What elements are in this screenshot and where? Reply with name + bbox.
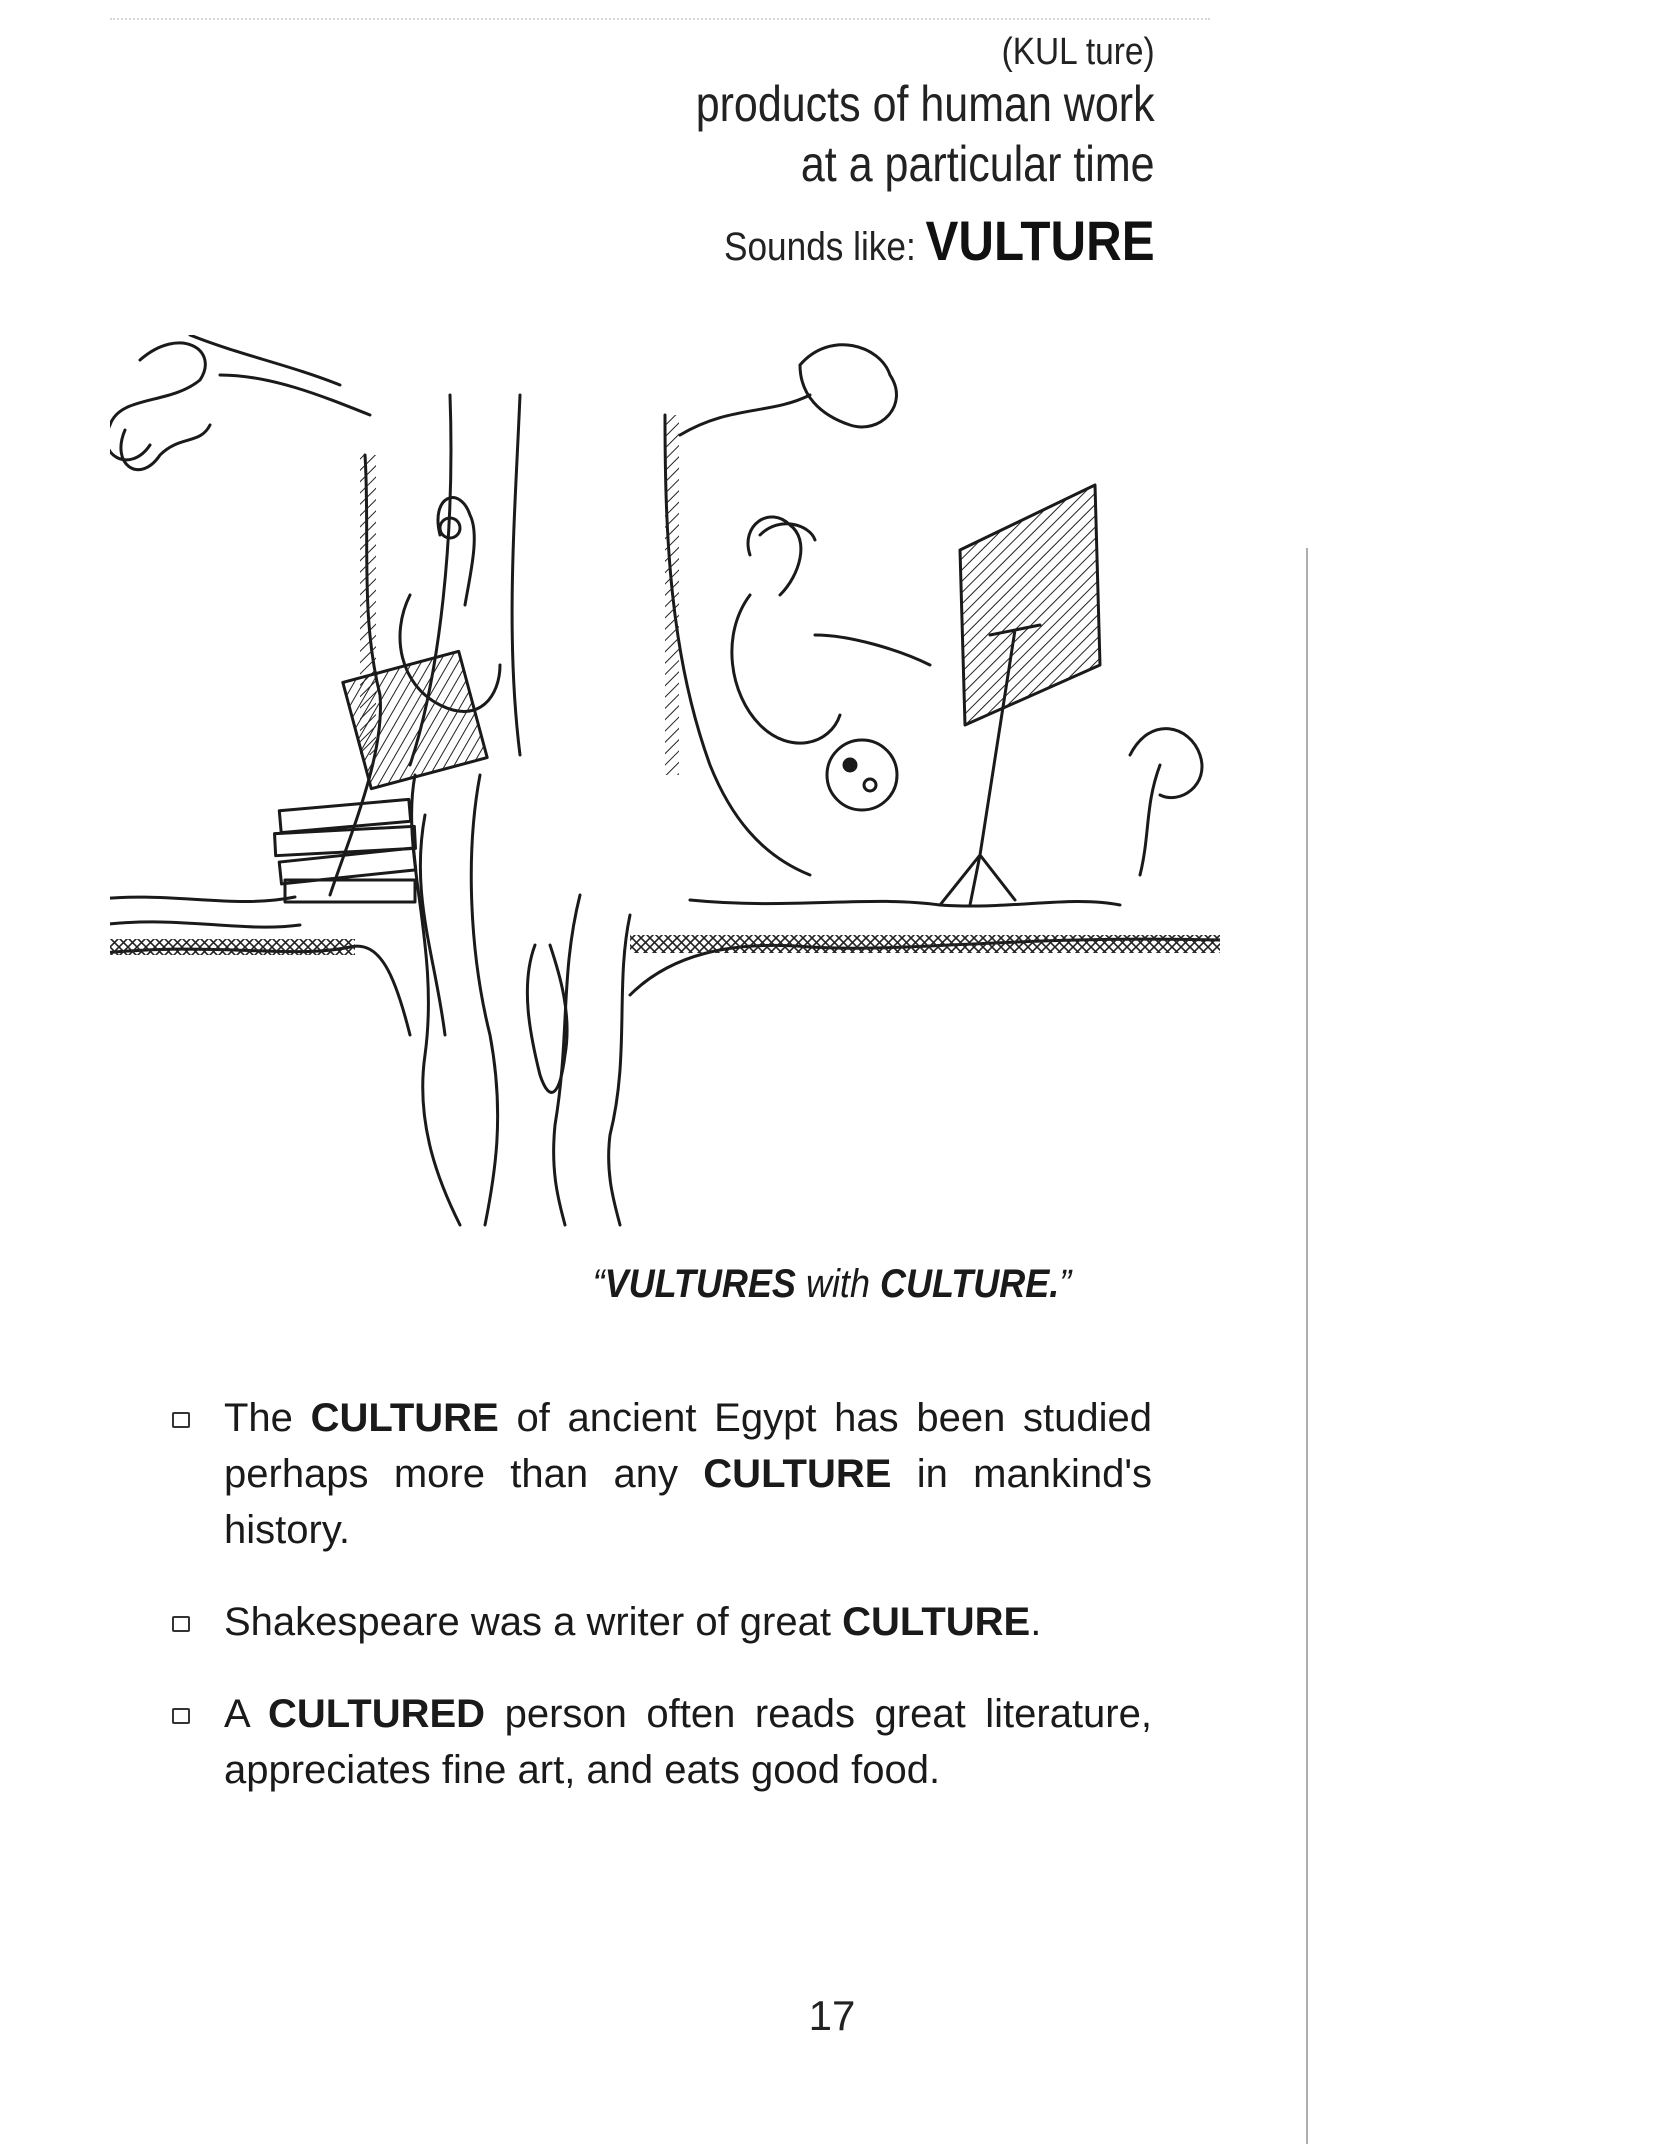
sounds-like xyxy=(685,208,1155,273)
caption-word-culture: CULTURE. xyxy=(880,1262,1060,1306)
caption-open-quote: “ xyxy=(592,1262,605,1306)
pronunciation: (KUL ture) xyxy=(1002,31,1155,73)
cartoon-caption xyxy=(0,1262,1664,1307)
example-item: The CULTURE of ancient Egypt has been studied perhaps more than any CULTURE in mankind's history. xyxy=(172,1390,1152,1558)
example-item: Shakespeare was a writer of great CULTURE. xyxy=(172,1594,1152,1650)
caption-word-vultures: VULTURES xyxy=(604,1262,796,1306)
definition-line-2: at a particular time xyxy=(801,136,1155,192)
checkbox-bullet-icon xyxy=(172,1708,190,1724)
checkbox-bullet-icon xyxy=(172,1412,190,1428)
checkbox-bullet-icon xyxy=(172,1616,190,1632)
sounds-like-label: Sounds like: xyxy=(724,225,926,269)
example-sentences xyxy=(172,1390,1152,1834)
word-header xyxy=(621,30,1155,273)
definition-line-1: products of human work xyxy=(696,76,1155,132)
scan-dotted-edge xyxy=(110,18,1210,22)
example-item: A CULTURED person often reads great literature, appreciates fine art, and eats good food. xyxy=(172,1686,1152,1798)
page-edge-rule xyxy=(1306,548,1308,2144)
sounds-like-word: VULTURE xyxy=(925,209,1155,272)
caption-close-quote: ” xyxy=(1059,1262,1072,1306)
caption-middle: with xyxy=(796,1262,881,1306)
page-number: 17 xyxy=(808,1992,856,2039)
vultures-cartoon-illustration xyxy=(110,335,1220,1235)
